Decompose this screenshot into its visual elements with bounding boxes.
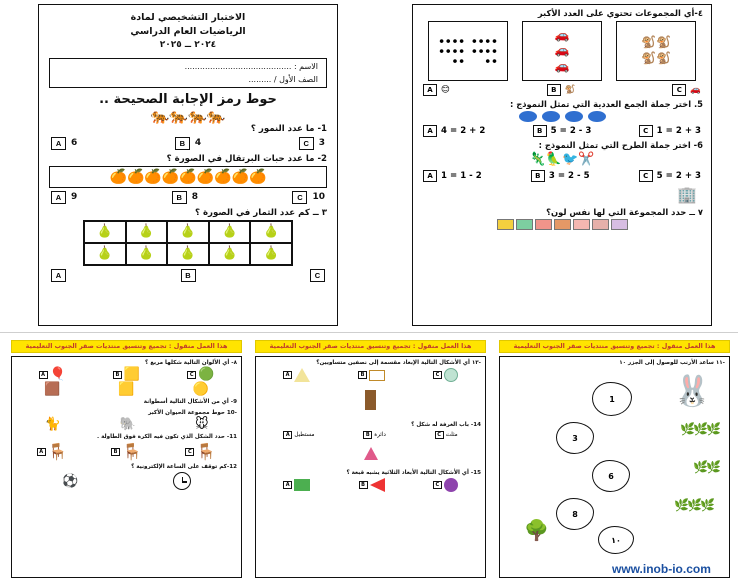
q6-option-c-value: 3 + 2 = 5 [656, 171, 701, 181]
q3-option-b[interactable] [181, 269, 196, 282]
table-icon: 🪑 [47, 442, 68, 462]
q8-option-b[interactable] [113, 368, 140, 381]
mouse-icon: 🐭 [194, 416, 209, 432]
q2-option-a[interactable] [51, 191, 77, 204]
color-swatch[interactable] [497, 219, 514, 230]
question-6 [421, 140, 703, 182]
q11-option-a[interactable] [37, 442, 68, 461]
q5-option-c[interactable] [639, 125, 701, 137]
q4-option-b[interactable] [547, 84, 576, 96]
question-2 [49, 154, 327, 204]
gold-bar-icon: 🟨 [123, 367, 141, 383]
red-triangle-icon [370, 478, 385, 492]
q3-option-c[interactable] [310, 269, 325, 282]
header-line-1: الاختبار التشخيصي لمادة [130, 12, 246, 23]
mini-page-1 [11, 340, 242, 580]
pear-cell: 🍐 [167, 221, 209, 243]
question-3-text: ٣ ــ كم عدد الثمار في الصورة ؟ [194, 207, 327, 218]
q15-option-c-tag: C [433, 481, 442, 489]
student-name-label[interactable]: الاسم : .......................................... [184, 61, 318, 71]
question-14-options [259, 431, 482, 439]
section-divider [0, 332, 738, 333]
q5-option-b[interactable] [533, 125, 592, 137]
question-15-text: 15- أي الأشكال التالية الأبعاد الثلاثية يشبه قبعة ؟ [346, 469, 481, 476]
question-6-options [423, 170, 701, 182]
grass-icon: 🌿🌿🌿 [674, 498, 713, 513]
oval-icon [588, 111, 606, 122]
question-5-model [421, 111, 703, 122]
q14-option-c-value: مثلث [445, 431, 458, 438]
oval-icon [542, 111, 560, 122]
clock-icon [173, 472, 191, 490]
stone-1[interactable]: 1 [592, 382, 632, 416]
q13-option-c[interactable] [433, 368, 458, 382]
question-4-text: ٤-أي المجموعات تحتوي على العدد الأكبر [537, 8, 703, 18]
q1-option-b-tag: B [175, 137, 190, 150]
q14-option-a-tag: A [283, 431, 292, 439]
pear-cell: 🍐 [167, 243, 209, 265]
oval-icon [565, 111, 583, 122]
building-icon: 🏢 [677, 185, 697, 204]
question-7-text: ٧ ــ حدد المجموعة التي لها نفس لون؟ [546, 207, 703, 217]
question-5-options [423, 125, 701, 137]
question-7 [421, 185, 703, 230]
q14-option-c[interactable] [435, 431, 458, 439]
question-10-options [15, 418, 238, 431]
color-swatch[interactable] [554, 219, 571, 230]
q1-option-a-value: 6 [71, 138, 78, 149]
q15-option-a[interactable] [283, 479, 310, 491]
rectangle-icon [369, 370, 385, 381]
q5-option-b-tag: B [533, 125, 547, 137]
q11-option-b-tag: B [111, 448, 120, 456]
q2-option-b[interactable] [172, 191, 198, 204]
q8-option-c-tag: C [187, 371, 196, 379]
question-6-model: ✂️🐦🦜🦎 [529, 152, 595, 167]
watermark: www.inob-io.com [612, 562, 711, 576]
color-swatch[interactable] [516, 219, 533, 230]
q1-option-c-tag: C [299, 137, 314, 150]
q2-option-b-tag: B [172, 191, 187, 204]
question-3-options [51, 269, 325, 282]
question-13-text: -١٣ أي الأشكال التالية الإبعاد مقسمة إلى نصفين متساويين؟ [316, 360, 481, 367]
question-4-options [423, 84, 701, 96]
question-2-options [51, 191, 325, 204]
q4-box-monkeys [616, 21, 696, 81]
header-line-2: الرياضيات العام الدراسي [130, 25, 246, 37]
grass-icon: 🌿🌿🌿 [680, 422, 719, 437]
q6-option-a-tag: A [423, 170, 437, 182]
carrot-bush-icon: 🌳 [524, 518, 549, 543]
q4-box-cars [522, 21, 602, 81]
q1-option-a[interactable] [51, 137, 77, 150]
q10-option-b[interactable] [120, 418, 136, 431]
q6-option-b[interactable] [531, 170, 590, 182]
q3-option-b-tag: B [181, 269, 196, 282]
q14-option-b-tag: B [363, 431, 372, 439]
question-1-pictures: 🐅🐅🐅🐅 [150, 106, 226, 125]
promo-banner-2: هذا العمل منقول : تجميع وتنسيق منتديات صقر الجنوب التعليمية [255, 340, 486, 353]
pear-cell: 🍐 [250, 221, 292, 243]
q11-option-b[interactable] [111, 442, 142, 461]
q6-option-a-value: 2 - 1 = 1 [441, 171, 482, 181]
question-15-options [259, 478, 482, 492]
exam-page-1 [38, 4, 338, 326]
question-12-options [15, 472, 238, 490]
soccer-ball-icon: ⚽ [62, 473, 79, 489]
rabbit-icon: 🐰 [673, 374, 711, 410]
pear-cell: 🍐 [209, 221, 251, 243]
question-1 [49, 106, 327, 150]
q12-option-b[interactable] [173, 472, 191, 490]
q4-option-c-tag: C [672, 84, 686, 96]
balloon-icon: 🎈 [49, 367, 66, 383]
q15-option-b[interactable] [359, 478, 385, 492]
q13-option-a[interactable] [283, 368, 310, 382]
pear-cell: 🍐 [126, 221, 168, 243]
q2-option-a-value: 9 [71, 192, 78, 203]
car-group-icon: 🚗 🚗 🚗 [554, 27, 570, 73]
exam-page-2 [412, 4, 712, 326]
color-swatch[interactable] [573, 219, 590, 230]
cylinder-icon: 🟡 [192, 382, 209, 398]
mini-page-2 [255, 340, 486, 580]
q14-option-a-value: مستطيل [294, 431, 315, 438]
q1-option-a-tag: A [51, 137, 66, 150]
q2-option-c-tag: C [292, 191, 307, 204]
q2-option-c[interactable] [292, 191, 325, 204]
student-info-box [49, 58, 327, 88]
question-1-options [51, 137, 325, 150]
q6-option-c[interactable] [639, 170, 701, 182]
q3-option-a[interactable] [51, 269, 66, 282]
cone-icon [364, 447, 378, 460]
q11-option-a-tag: A [37, 448, 46, 456]
q4-option-b-value: 🐒 [564, 85, 576, 95]
question-8-options [15, 368, 238, 381]
q8-option-a[interactable] [39, 368, 66, 381]
q4-option-a[interactable] [423, 84, 450, 96]
question-2-pictures: 🍊🍊🍊🍊🍊🍊🍊🍊🍊 [49, 166, 327, 188]
question-9-pictures [15, 383, 238, 396]
q3-option-a-tag: A [51, 269, 66, 282]
q15-option-b-tag: B [359, 481, 368, 489]
question-5-text: 5. اختر جملة الجمع العددية التي تمثل النموذج : [509, 99, 703, 109]
q5-option-a-tag: A [423, 125, 437, 137]
mini-sheet-2 [255, 356, 486, 578]
q4-option-a-tag: A [423, 84, 437, 96]
green-prism-icon [294, 479, 310, 491]
color-swatch[interactable] [535, 219, 552, 230]
q6-option-b-value: 5 - 2 = 3 [548, 171, 590, 181]
q1-option-b-value: 4 [194, 138, 202, 149]
question-3-grid [83, 220, 293, 266]
pear-cell: 🍐 [250, 243, 292, 265]
question-3 [49, 208, 327, 282]
stone-10[interactable]: ١٠ [598, 526, 634, 554]
question-4 [421, 8, 703, 96]
q15-option-a-tag: A [283, 481, 292, 489]
page-title: حوط رمز الإجابة الصحيحة .. [99, 91, 277, 107]
q1-option-b[interactable] [175, 137, 201, 150]
student-class-label[interactable]: الصف الأول / ......... [248, 74, 318, 84]
q2-option-a-tag: A [51, 191, 66, 204]
q11-option-c-tag: C [185, 448, 194, 456]
door-icon [365, 390, 376, 410]
q15-option-c[interactable] [433, 478, 458, 492]
question-11-text: 11- حدد الشكل الذي تكون فيه الكرة فوق الطاولة . [97, 433, 237, 440]
cat-icon: 🐈 [44, 416, 61, 432]
pear-cell: 🍐 [209, 243, 251, 265]
header-line-3: ٢٠٢٤ ــ ٢٠٢٥ [159, 39, 217, 50]
q6-option-a[interactable] [423, 170, 482, 182]
table-icon: 🪑 [196, 442, 217, 462]
purple-ball-icon [444, 478, 458, 492]
mini-sheet-1 [11, 356, 242, 578]
promo-banner-3: هذا العمل منقول : تجميع وتنسيق منتديات صقر الجنوب التعليمية [499, 340, 730, 353]
q4-option-a-value: 😊 [441, 85, 450, 95]
question-6-text: 6- اختر جملة الطرح التي تمثل النموذج : [538, 140, 703, 150]
question-4-boxes [421, 21, 703, 81]
color-swatch[interactable] [611, 219, 628, 230]
question-14-text: 14- باب الغرفة له شكل ؟ [411, 422, 481, 429]
q10-option-a[interactable] [45, 418, 61, 431]
question-12-text: 12-كم توقف على الساعة الإلكترونية ؟ [131, 464, 237, 471]
monkey-group-icon: 🐒🐒 🐒🐒 [641, 35, 671, 65]
stone-3[interactable]: 3 [556, 422, 594, 454]
door-illustration [256, 390, 485, 414]
question-7-swatches [421, 219, 703, 230]
q5-option-c-value: 3 + 2 = 1 [656, 126, 701, 136]
green-ball-icon: 🟢 [198, 367, 215, 383]
color-swatch[interactable] [592, 219, 609, 230]
q4-option-c-value: 🚗 [690, 85, 701, 95]
cone-illustration [256, 445, 485, 464]
q2-option-c-value: 10 [312, 192, 325, 203]
q14-option-b[interactable] [363, 431, 386, 439]
question-10-text: -10 حوط مجموعة الحيوان الأكبر [148, 409, 237, 416]
oval-icon [519, 111, 537, 122]
q4-box-dots [428, 21, 508, 81]
question-13-options [259, 368, 482, 382]
q13-option-a-tag: A [283, 371, 292, 379]
q10-option-c[interactable] [195, 418, 209, 431]
pear-cell: 🍐 [84, 243, 126, 265]
q1-option-c-value: 3 [318, 138, 325, 149]
q12-option-a[interactable] [62, 475, 78, 488]
q5-option-a-value: 2 + 2 = 4 [441, 126, 486, 136]
dots-group-icon: ⚫⚫⚫⚫ ⚫⚫⚫⚫ ⚫⚫⚫⚫ ⚫⚫⚫⚫ ⚫⚫ ⚫⚫ [438, 36, 498, 66]
q13-option-c-tag: C [433, 371, 442, 379]
rabbit-path-activity [500, 368, 729, 558]
q5-option-a[interactable] [423, 125, 485, 137]
q14-option-c-tag: C [435, 431, 444, 439]
promo-banner-1: هذا العمل منقول : تجميع وتنسيق منتديات صقر الجنوب التعليمية [11, 340, 242, 353]
q6-option-c-tag: C [639, 170, 653, 182]
q8-option-a-tag: A [39, 371, 48, 379]
q8-option-c[interactable] [187, 368, 214, 381]
elephant-icon: 🐘 [119, 416, 136, 432]
question-2-text: 2- ما عدد حبات البرتقال في الصورة ؟ [166, 153, 327, 164]
q8-option-b-tag: B [113, 371, 122, 379]
q13-option-b[interactable] [358, 370, 385, 381]
table-icon: 🪑 [122, 442, 142, 462]
cylinder-icon: 🟫 [44, 382, 61, 398]
triangle-icon [294, 368, 310, 382]
exam-header [39, 5, 337, 54]
q5-option-c-tag: C [639, 125, 653, 137]
q11-option-c[interactable] [185, 442, 216, 461]
q14-option-a[interactable] [283, 431, 314, 439]
mini-sheet-3 [499, 356, 730, 578]
question-8-text: ٨- أي الألوان التالية شكلها مربع ؟ [145, 360, 237, 367]
q2-option-b-value: 8 [191, 192, 198, 203]
q5-option-b-value: 3 - 2 = 5 [550, 126, 592, 136]
stone-8[interactable]: 8 [556, 498, 594, 530]
stone-6[interactable]: 6 [592, 460, 630, 492]
q4-option-b-tag: B [547, 84, 561, 96]
q14-option-b-value: دائرة [374, 431, 386, 438]
question-1-text: 1- ما عدد النمور ؟ [250, 123, 327, 134]
q4-option-c[interactable] [672, 84, 701, 96]
mini-page-3 [499, 340, 730, 580]
pear-cell: 🍐 [84, 221, 126, 243]
question-9-text: 9- أي من الأشكال التالية أسطوانة [143, 399, 237, 406]
q6-option-b-tag: B [531, 170, 545, 182]
grass-icon: 🌿🌿 [693, 460, 719, 475]
question-5 [421, 99, 703, 137]
q13-option-b-tag: B [358, 371, 367, 379]
q1-option-c[interactable] [299, 137, 325, 150]
cylinder-icon: 🟨 [118, 382, 135, 398]
circle-half-icon [444, 368, 458, 382]
question-11-text: -١١ ساعد الأرنب للوصول إلى الجزر ١٠ [619, 360, 725, 367]
question-11-options [15, 442, 238, 461]
pear-cell: 🍐 [126, 243, 168, 265]
q3-option-c-tag: C [310, 269, 325, 282]
